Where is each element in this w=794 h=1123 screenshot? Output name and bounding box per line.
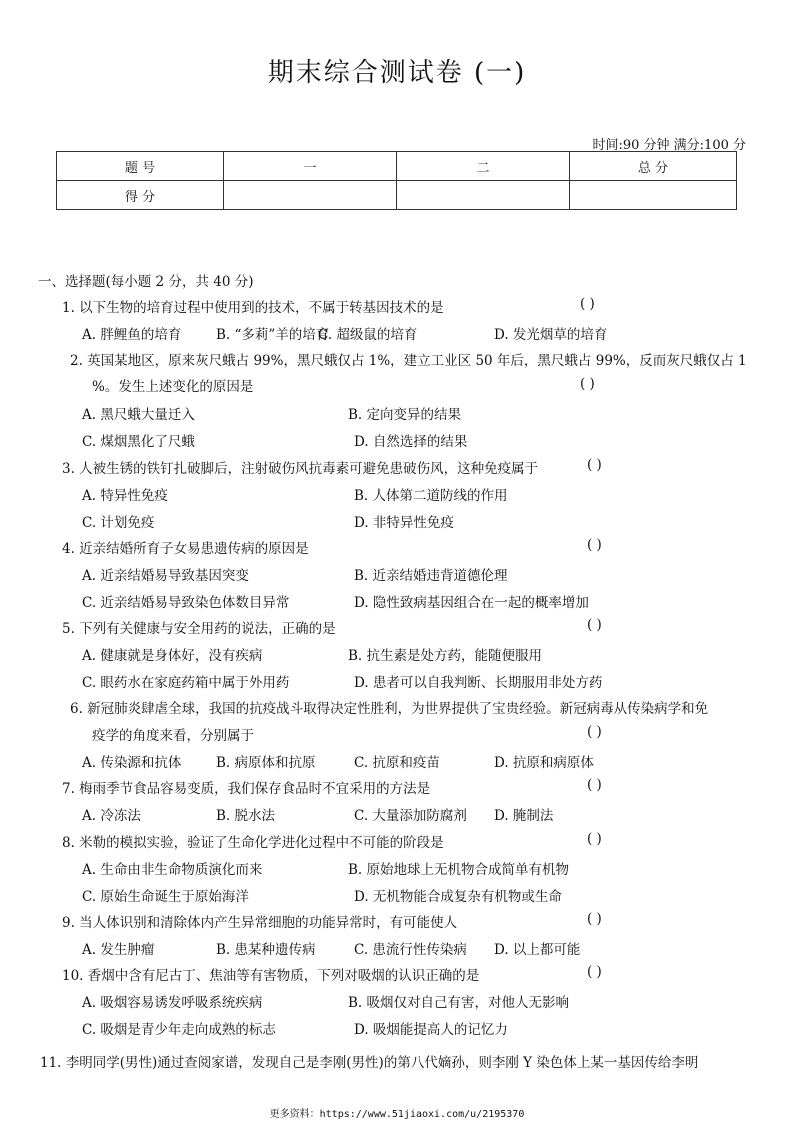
answer-bracket[interactable]: ( ): [587, 964, 602, 980]
answer-bracket[interactable]: ( ): [580, 376, 595, 392]
section-heading: 一、选择题(每小题 2 分，共 40 分): [38, 274, 254, 290]
option-c[interactable]: C. 超级鼠的培育: [318, 327, 418, 343]
option-d[interactable]: D. 吸烟能提高人的记忆力: [354, 1022, 508, 1038]
question-2-cont: %。发生上述变化的原因是: [92, 379, 254, 395]
option-b[interactable]: B. 病原体和抗原: [216, 755, 316, 771]
option-d[interactable]: D. 发光烟草的培育: [494, 327, 608, 343]
option-c[interactable]: C. 抗原和疫苗: [354, 755, 440, 771]
option-c[interactable]: C. 患流行性传染病: [354, 942, 467, 958]
answer-bracket[interactable]: ( ): [587, 617, 602, 633]
table-row: [57, 152, 737, 181]
option-a[interactable]: A. 黑尺蛾大量迁入: [82, 407, 195, 423]
page-title: 期末综合测试卷 (一): [267, 58, 527, 88]
option-a[interactable]: A. 健康就是身体好，没有疾病: [82, 648, 263, 664]
option-d[interactable]: D. 自然选择的结果: [354, 434, 468, 450]
time-info: 时间:90 分钟 满分:100 分: [592, 138, 746, 153]
option-a[interactable]: A. 传染源和抗体: [82, 755, 182, 771]
option-d[interactable]: D. 以上都可能: [494, 942, 581, 958]
option-d[interactable]: D. 腌制法: [494, 808, 554, 824]
footer-link[interactable]: 更多资料：https://www.51jiaoxi.com/u/2195370: [269, 1109, 525, 1120]
score-table: [56, 151, 737, 210]
answer-bracket[interactable]: ( ): [580, 296, 595, 312]
table-cell: 二: [397, 152, 570, 181]
option-b[interactable]: B. 原始地球上无机物合成简单有机物: [348, 862, 570, 878]
answer-bracket[interactable]: ( ): [587, 911, 602, 927]
option-b[interactable]: B. 定向变异的结果: [348, 407, 462, 423]
option-b[interactable]: B. 近亲结婚违背道德伦理: [354, 568, 508, 584]
answer-bracket[interactable]: ( ): [587, 777, 602, 793]
question-2: 2. 英国某地区，原来灰尺蛾占 99%，黑尺蛾仅占 1%，建立工业区 50 年后，黑尺蛾占 99%，反而灰尺蛾仅占 1: [70, 353, 747, 369]
table-cell: 题 号: [57, 152, 224, 181]
option-c[interactable]: C. 原始生命诞生于原始海洋: [82, 889, 249, 905]
option-b[interactable]: B. “多莉”羊的培育: [216, 327, 330, 343]
option-c[interactable]: C. 大量添加防腐剂: [354, 808, 467, 824]
option-b[interactable]: B. 人体第二道防线的作用: [354, 488, 508, 504]
option-b[interactable]: B. 抗生素是处方药，能随便服用: [348, 648, 543, 664]
option-a[interactable]: A. 发生肿瘤: [82, 942, 155, 958]
question-9: 9. 当人体识别和清除体内产生异常细胞的功能异常时，有可能使人: [62, 915, 458, 931]
option-c[interactable]: C. 计划免疫: [82, 515, 155, 531]
option-c[interactable]: C. 眼药水在家庭药箱中属于外用药: [82, 675, 290, 691]
question-11: 11. 李明同学(男性)通过查阅家谱，发现自己是李刚(男性)的第八代嫡孙，则李刚 Y 染色体上某一基因传给李明: [40, 1055, 699, 1071]
option-b[interactable]: B. 脱水法: [216, 808, 276, 824]
option-c[interactable]: C. 吸烟是青少年走向成熟的标志: [82, 1022, 276, 1038]
answer-bracket[interactable]: ( ): [587, 724, 602, 740]
option-c[interactable]: C. 煤烟黑化了尺蛾: [82, 434, 195, 450]
answer-bracket[interactable]: ( ): [587, 537, 602, 553]
option-d[interactable]: D. 无机物能合成复杂有机物或生命: [354, 889, 562, 905]
table-cell: 得 分: [57, 181, 224, 210]
table-cell: 总 分: [570, 152, 737, 181]
answer-bracket[interactable]: ( ): [587, 457, 602, 473]
question-7: 7. 梅雨季节食品容易变质，我们保存食品时不宜采用的方法是: [62, 781, 431, 797]
table-cell: 一: [224, 152, 397, 181]
option-d[interactable]: D. 非特异性免疫: [354, 515, 454, 531]
question-5: 5. 下列有关健康与安全用药的说法，正确的是: [62, 621, 336, 637]
score-cell[interactable]: [397, 181, 570, 210]
option-c[interactable]: C. 近亲结婚易导致染色体数目异常: [82, 595, 290, 611]
option-a[interactable]: A. 胖鲤鱼的培育: [82, 327, 182, 343]
option-d[interactable]: D. 隐性致病基因组合在一起的概率增加: [354, 595, 589, 611]
question-8: 8. 米勒的模拟实验，验证了生命化学进化过程中不可能的阶段是: [62, 835, 444, 851]
option-d[interactable]: D. 抗原和病原体: [494, 755, 594, 771]
option-b[interactable]: B. 患某种遗传病: [216, 942, 316, 958]
table-row: [57, 181, 737, 210]
option-d[interactable]: D. 患者可以自我判断、长期服用非处方药: [354, 675, 603, 691]
question-6-cont: 疫学的角度来看，分别属于: [92, 728, 254, 744]
score-cell[interactable]: [570, 181, 737, 210]
option-a[interactable]: A. 近亲结婚易导致基因突变: [82, 568, 249, 584]
option-a[interactable]: A. 生命由非生命物质演化而来: [82, 862, 263, 878]
option-b[interactable]: B. 吸烟仅对自己有害，对他人无影响: [348, 995, 570, 1011]
option-a[interactable]: A. 冷冻法: [82, 808, 141, 824]
question-4: 4. 近亲结婚所育子女易患遗传病的原因是: [62, 541, 309, 557]
question-3: 3. 人被生锈的铁钉扎破脚后，注射破伤风抗毒素可避免患破伤风，这种免疫属于: [62, 461, 539, 477]
option-a[interactable]: A. 特异性免疫: [82, 488, 168, 504]
question-6: 6. 新冠肺炎肆虐全球，我国的抗疫战斗取得决定性胜利，为世界提供了宝贵经验。新冠病毒从传染病学和免: [70, 701, 709, 717]
option-a[interactable]: A. 吸烟容易诱发呼吸系统疾病: [82, 995, 263, 1011]
answer-bracket[interactable]: ( ): [587, 831, 602, 847]
score-cell[interactable]: [224, 181, 397, 210]
question-10: 10. 香烟中含有尼古丁、焦油等有害物质，下列对吸烟的认识正确的是: [62, 968, 480, 984]
question-1: 1. 以下生物的培育过程中使用到的技术，不属于转基因技术的是: [62, 300, 444, 316]
